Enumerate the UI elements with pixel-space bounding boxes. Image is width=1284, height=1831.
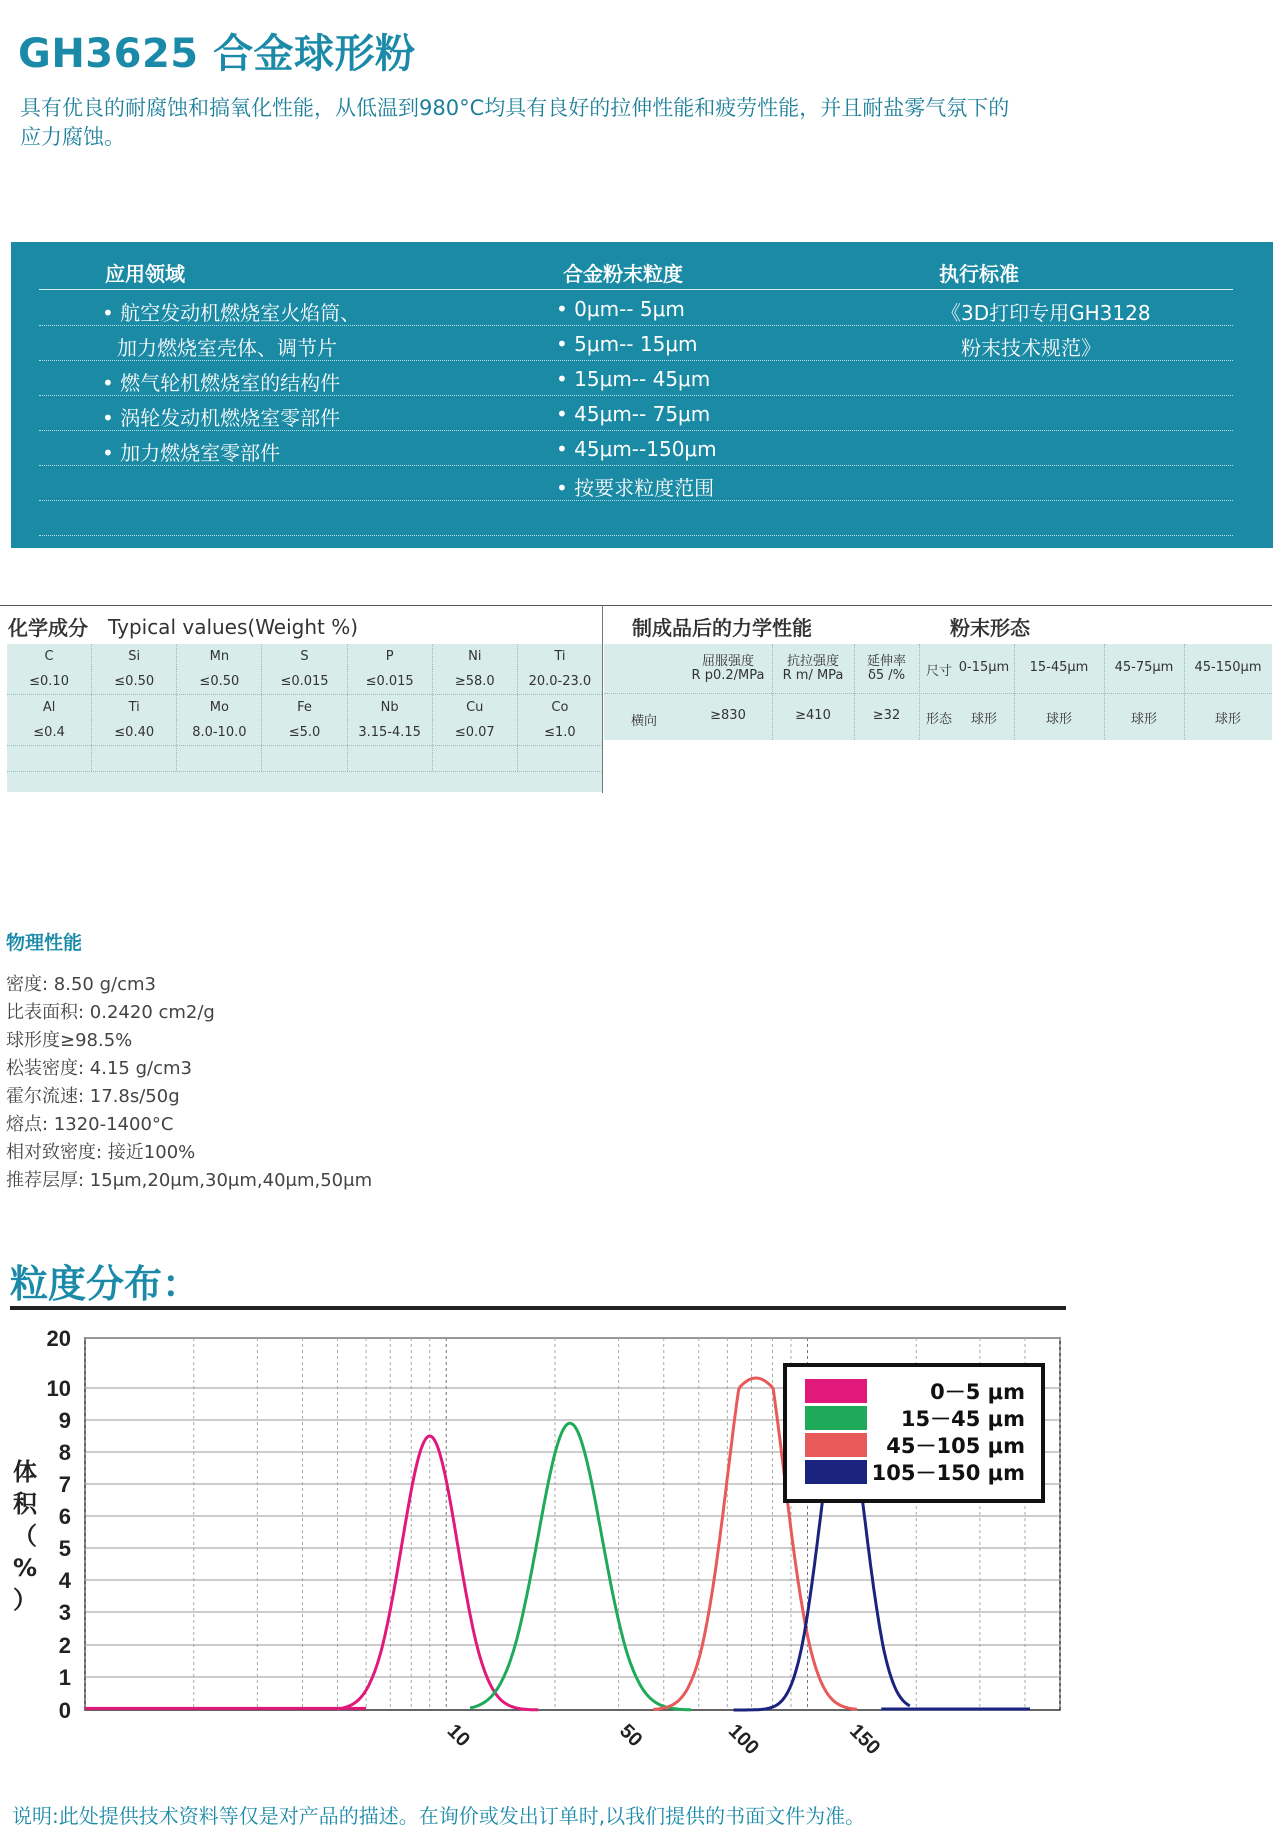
chem-cell: P <box>348 644 433 669</box>
chem-cell: Nb <box>348 695 433 720</box>
physical-item: 球形度≥98.5% <box>6 1030 133 1051</box>
legend-label: 15－45 μm <box>900 1407 1025 1431</box>
tensile-value: ≥410 <box>795 708 831 723</box>
application-item: • 航空发动机燃烧室火焰筒、 <box>102 301 361 325</box>
legend-label: 105－150 μm <box>871 1461 1025 1485</box>
page-title: GH3625 合金球形粉 <box>18 31 416 77</box>
y-tick-label: 8 <box>58 1440 71 1465</box>
standard-item: 《3D打印专用GH3128 <box>941 301 1151 325</box>
powder-size: 45-75μm <box>1114 660 1174 675</box>
standard-item: 粉末技术规范》 <box>961 336 1101 360</box>
powder-shape: 球形 <box>970 712 997 727</box>
powder-size: 0-15μm <box>958 660 1010 675</box>
powder-size: 15-45μm <box>1029 660 1089 675</box>
tensile-label: 抗拉强度 <box>786 654 839 669</box>
chem-row-empty <box>7 746 602 772</box>
table-vertical-rule <box>602 605 603 793</box>
footer-note: 说明:此处提供技术资料等仅是对产品的描述。在询价或发出订单时,以我们提供的书面文件为准。 <box>12 1804 866 1828</box>
size-item: • 45μm--150μm <box>556 437 717 461</box>
elongation-value: ≥32 <box>872 708 901 723</box>
chem-cell: ≤5.0 <box>262 720 347 745</box>
header-particle-size: 合金粉末粒度 <box>563 262 683 286</box>
chem-row-values <box>7 669 602 695</box>
y-tick-label: 0 <box>58 1698 71 1723</box>
y-tick-label: 20 <box>46 1326 71 1351</box>
chem-cell: ≤0.50 <box>177 669 262 694</box>
x-tick-label: 10 <box>442 1719 475 1752</box>
physical-item: 霍尔流速: 17.8s/50g <box>6 1086 180 1107</box>
chem-cell: Mo <box>177 695 262 720</box>
y-tick-label: 2 <box>58 1633 71 1658</box>
chem-table <box>7 644 602 792</box>
yield-unit: R p0.2/MPa <box>691 668 765 683</box>
header-standard: 执行标准 <box>939 262 1019 286</box>
yield-value: ≥830 <box>710 708 746 723</box>
legend-label: 45－105 μm <box>886 1434 1025 1458</box>
y-tick-label: 3 <box>58 1600 71 1625</box>
physical-item: 相对致密度: 接近100% <box>6 1142 196 1163</box>
chem-cell: Ti <box>92 695 177 720</box>
chem-cell: Ti <box>554 649 566 664</box>
legend-swatch <box>805 1379 867 1403</box>
chem-cell: ≤0.40 <box>92 720 177 745</box>
chem-row-elements <box>7 695 602 720</box>
chem-cell: ≥58.0 <box>433 669 518 694</box>
size-label: 尺寸 <box>925 664 952 679</box>
x-tick-label: 150 <box>845 1719 885 1760</box>
info-panel <box>11 242 1273 548</box>
y-tick-label: 4 <box>58 1568 71 1593</box>
yield-label: 屈服强度 <box>701 654 754 669</box>
powder-shape: 球形 <box>1130 712 1157 727</box>
chem-cell: 20.0-23.0 <box>528 674 592 689</box>
physical-item: 松装密度: 4.15 g/cm3 <box>6 1058 192 1079</box>
row-divider <box>39 535 1233 536</box>
header-applications: 应用领域 <box>105 262 185 286</box>
y-tick-label: 10 <box>46 1376 71 1401</box>
chem-cell: ≤0.10 <box>7 669 92 694</box>
elongation-label: 延伸率 <box>866 654 906 669</box>
header-divider <box>39 289 1233 290</box>
chem-cell: Ni <box>433 644 518 669</box>
size-item: • 0μm-- 5μm <box>556 297 685 321</box>
tensile-unit: R m/ MPa <box>782 668 844 683</box>
powder-shape: 球形 <box>1045 712 1072 727</box>
application-item: • 燃气轮机燃烧室的结构件 <box>102 371 341 395</box>
direction-label: 横向 <box>630 714 657 729</box>
y-tick-label: 9 <box>58 1408 71 1433</box>
chem-cell: ≤0.07 <box>433 720 518 745</box>
chem-cell: 3.15-4.15 <box>348 720 433 745</box>
physical-item: 熔点: 1320-1400°C <box>6 1114 174 1135</box>
chem-cell: ≤0.4 <box>7 720 92 745</box>
distribution-rule <box>10 1306 1066 1310</box>
legend-swatch <box>805 1460 867 1484</box>
chem-row-values <box>7 720 602 746</box>
y-tick-label: 5 <box>58 1536 71 1561</box>
size-item: • 按要求粒度范围 <box>556 476 715 500</box>
size-item: • 5μm-- 15μm <box>556 332 698 356</box>
x-tick-label: 100 <box>723 1719 763 1760</box>
y-tick-label: 6 <box>58 1504 71 1529</box>
chem-cell: ≤0.50 <box>92 669 177 694</box>
physical-title: 物理性能 <box>6 932 83 954</box>
powder-form-title: 粉末形态 <box>950 616 1030 640</box>
distribution-title: 粒度分布： <box>10 1262 201 1306</box>
physical-item: 密度: 8.50 g/cm3 <box>6 974 156 995</box>
chem-subtitle: Typical values(Weight %) <box>108 615 359 639</box>
chem-cell: Si <box>92 644 177 669</box>
y-tick-label: 7 <box>58 1472 71 1497</box>
physical-item: 推荐层厚: 15μm,20μm,30μm,40μm,50μm <box>6 1170 373 1191</box>
legend-swatch <box>805 1406 867 1430</box>
mech-title: 制成品后的力学性能 <box>632 616 812 640</box>
distribution-chart <box>0 1320 1100 1790</box>
chem-title: 化学成分 <box>8 616 88 640</box>
row-divider <box>604 693 1272 694</box>
x-tick-label: 50 <box>615 1719 647 1752</box>
size-item: • 15μm-- 45μm <box>556 367 711 391</box>
legend-label: 0－5 μm <box>930 1380 1025 1404</box>
table-top-rule <box>0 605 1272 606</box>
y-axis-label: 积 <box>13 1490 37 1518</box>
chem-cell: Fe <box>262 695 347 720</box>
y-axis-label: （ <box>13 1522 37 1550</box>
y-axis-label: % <box>12 1554 38 1582</box>
physical-item: 比表面积: 0.2420 cm2/g <box>6 1002 215 1023</box>
legend-swatch <box>805 1433 867 1457</box>
chem-cell: Cu <box>433 695 518 720</box>
y-axis-label: ） <box>13 1586 37 1614</box>
application-item: 加力燃烧室壳体、调节片 <box>117 336 337 360</box>
y-tick-label: 1 <box>58 1665 71 1690</box>
chem-row-elements <box>7 644 602 669</box>
y-axis-label: 体 <box>13 1458 37 1486</box>
powder-size: 45-150μm <box>1194 660 1262 675</box>
chem-cell: ≤1.0 <box>544 725 576 740</box>
chem-cell: Co <box>551 700 569 715</box>
chem-cell: Mn <box>177 644 262 669</box>
powder-shape: 球形 <box>1214 712 1241 727</box>
chem-cell: Al <box>7 695 92 720</box>
application-item: • 加力燃烧室零部件 <box>102 441 281 465</box>
size-item: • 45μm-- 75μm <box>556 402 711 426</box>
chem-cell: ≤0.015 <box>348 669 433 694</box>
chem-cell: C <box>7 644 92 669</box>
product-description: 具有优良的耐腐蚀和搞氧化性能，从低温到980°C均具有良好的拉伸性能和疲劳性能，并且耐盐雾气氛下的应力腐蚀。 <box>20 96 1010 149</box>
chem-cell: 8.0-10.0 <box>177 720 262 745</box>
shape-label: 形态 <box>925 712 952 727</box>
chem-cell: S <box>262 644 347 669</box>
chem-cell: ≤0.015 <box>262 669 347 694</box>
mech-table <box>604 644 1272 740</box>
elongation-unit: δ5 /% <box>867 668 906 683</box>
application-item: • 涡轮发动机燃烧室零部件 <box>102 406 341 430</box>
